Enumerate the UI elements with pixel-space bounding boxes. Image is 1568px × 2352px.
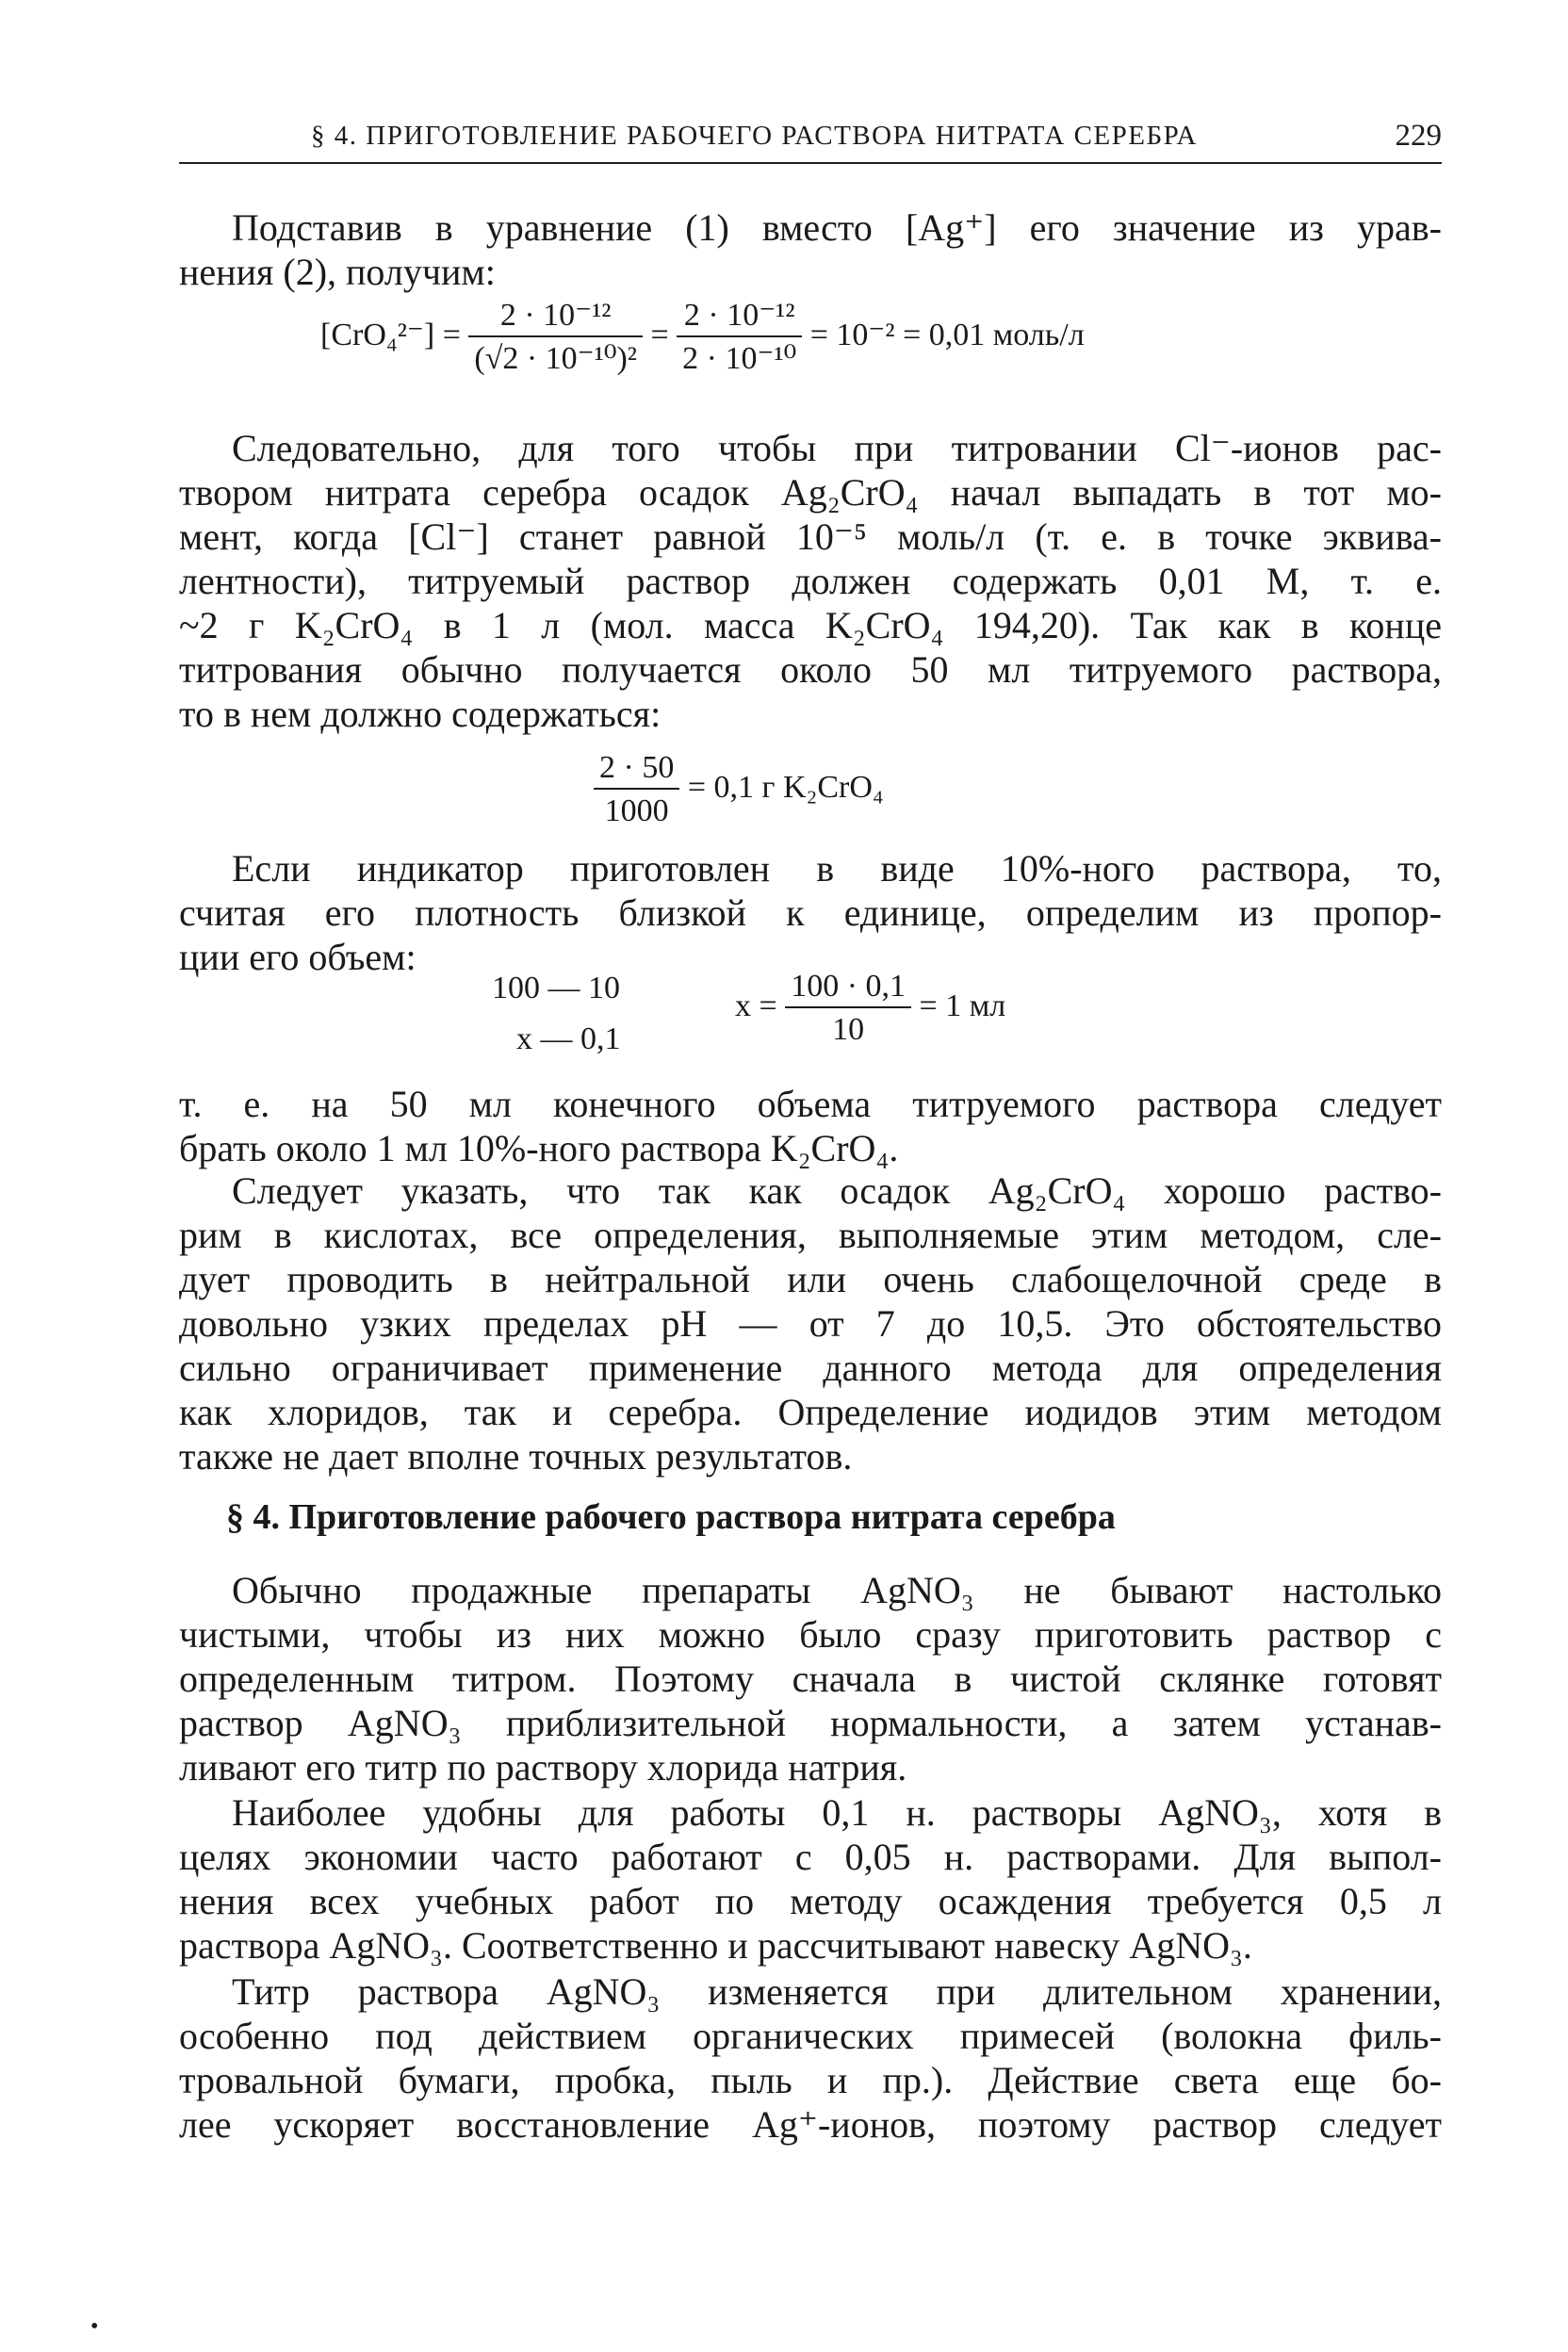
text-line: Наиболее удобны для работы 0,1 н. растворы AgNO₃, хотя в	[232, 1791, 1442, 1834]
text-line: определенным титром. Поэтому сначала в чистой склянке готовят	[179, 1658, 1442, 1700]
paragraph-2	[179, 426, 1442, 736]
paragraph-5	[179, 1168, 1442, 1478]
text-line: Следует указать, что так как осадок Ag₂CrO₄ хорошо раство-	[232, 1169, 1442, 1212]
text-line: Титр раствора AgNO₃ изменяется при длительном хранении,	[232, 1970, 1442, 2013]
fraction-numerator: 2 · 10⁻¹²	[677, 300, 802, 337]
text-line: сильно ограничивает применение данного метода для определения	[179, 1347, 1442, 1389]
text-line: как хлоридов, так и серебра. Определение иодидов этим методом	[179, 1391, 1442, 1433]
text-line: брать около 1 мл 10%-ного раствора K₂CrO₄.	[179, 1127, 899, 1169]
fraction-denominator: 2 · 10⁻¹⁰	[682, 341, 797, 376]
paragraph-8	[179, 1969, 1442, 2147]
proportion-row-1: 100 — 10	[492, 971, 620, 1005]
paragraph-4	[179, 1082, 1442, 1170]
text-line: Если индикатор приготовлен в виде 10%-ного раствора, то,	[232, 847, 1442, 890]
section-heading: § 4. Приготовление рабочего раствора нитрата серебра	[226, 1497, 1116, 1537]
equation-rhs: = 0,1 г K₂CrO₄	[687, 769, 884, 805]
fraction	[677, 300, 802, 375]
page-number: 229	[1395, 119, 1442, 153]
paragraph-6	[179, 1568, 1442, 1789]
text-line: ~2 г K₂CrO₄ в 1 л (мол. масса K₂CrO₄ 194,20). Так как в конце	[179, 604, 1442, 646]
fraction-denominator: 1000	[604, 793, 669, 828]
equation-lhs: x =	[735, 988, 777, 1023]
equation-chromate-concentration	[320, 300, 1085, 375]
running-head	[179, 117, 1442, 162]
fraction-denominator: (√2 · 10⁻¹⁰)²	[474, 341, 637, 376]
fraction	[594, 752, 679, 827]
equation-mass	[594, 752, 884, 827]
text-line: раствора AgNO₃. Соответственно и рассчитывают навеску AgNO₃.	[179, 1924, 1252, 1967]
text-line: довольно узких пределах pH — от 7 до 10,5. Это обстоятельство	[179, 1302, 1442, 1345]
text-line: тровальной бумаги, пробка, пыль и пр.). Действие света еще бо-	[179, 2059, 1442, 2101]
text-line: Следовательно, для того чтобы при титровании Cl⁻-ионов рас-	[232, 427, 1442, 469]
fraction-numerator: 2 · 50	[594, 752, 679, 790]
paragraph-7	[179, 1790, 1442, 1968]
text-line: титрования обычно получается около 50 мл титруемого раствора,	[179, 648, 1442, 691]
text-line: особенно под действием органических примесей (волокна филь-	[179, 2015, 1442, 2057]
text-line: мент, когда [Cl⁻] станет равной 10⁻⁵ моль/л (т. е. в точке эквива-	[179, 515, 1442, 558]
equals-sign: =	[650, 317, 669, 352]
text-line: ливают его титр по раствору хлорида натрия.	[179, 1746, 907, 1788]
text-line: целях экономии часто работают с 0,05 н. растворами. Для выпол-	[179, 1836, 1442, 1878]
equation-rhs: = 1 мл	[919, 988, 1006, 1023]
running-head-title: § 4. ПРИГОТОВЛЕНИЕ РАБОЧЕГО РАСТВОРА НИТРАТА СЕРЕБРА	[311, 121, 1198, 151]
scan-speck: •	[90, 2314, 99, 2339]
fraction	[468, 300, 643, 375]
text-line: Подставив в уравнение (1) вместо [Ag⁺] его значение из урав-	[232, 206, 1442, 249]
header-rule	[179, 162, 1442, 164]
equation-rhs: = 10⁻² = 0,01 моль/л	[809, 317, 1085, 352]
fraction-denominator: 10	[832, 1012, 865, 1047]
paragraph-1	[179, 205, 1442, 294]
text-line: лее ускоряет восстановление Ag⁺-ионов, поэтому раствор следует	[179, 2103, 1442, 2146]
text-line: лентности), титруемый раствор должен содержать 0,01 M, т. е.	[179, 560, 1442, 602]
text-line: чистыми, чтобы из них можно было сразу приготовить раствор с	[179, 1613, 1442, 1656]
proportion-row-2: x — 0,1	[516, 1021, 621, 1056]
equation-lhs: [CrO₄²⁻] =	[320, 317, 461, 352]
text-line: нения всех учебных работ по методу осаждения требуется 0,5 л	[179, 1880, 1442, 1922]
text-line: нения (2), получим:	[179, 251, 496, 293]
text-line: т. е. на 50 мл конечного объема титруемого раствора следует	[179, 1083, 1442, 1125]
text-line: дует проводить в нейтральной или очень слабощелочной среде в	[179, 1258, 1442, 1300]
text-line: также не дает вполне точных результатов.	[179, 1435, 853, 1478]
equation-volume	[735, 971, 1005, 1046]
text-line: Обычно продажные препараты AgNO₃ не бывают настолько	[232, 1569, 1442, 1611]
text-line: считая его плотность близкой к единице, определим из пропор-	[179, 891, 1442, 934]
text-line: то в нем должно содержаться:	[179, 693, 662, 735]
text-line: рим в кислотах, все определения, выполняемые этим методом, сле-	[179, 1214, 1442, 1256]
paragraph-3	[179, 846, 1442, 979]
fraction-numerator: 100 · 0,1	[785, 971, 911, 1008]
fraction	[785, 971, 911, 1046]
text-line: раствор AgNO₃ приблизительной нормальности, а затем устанав-	[179, 1702, 1442, 1744]
text-line: твором нитрата серебра осадок Ag₂CrO₄ начал выпадать в тот мо-	[179, 471, 1442, 514]
text-line: ции его объем:	[179, 936, 416, 978]
fraction-numerator: 2 · 10⁻¹²	[468, 300, 643, 337]
